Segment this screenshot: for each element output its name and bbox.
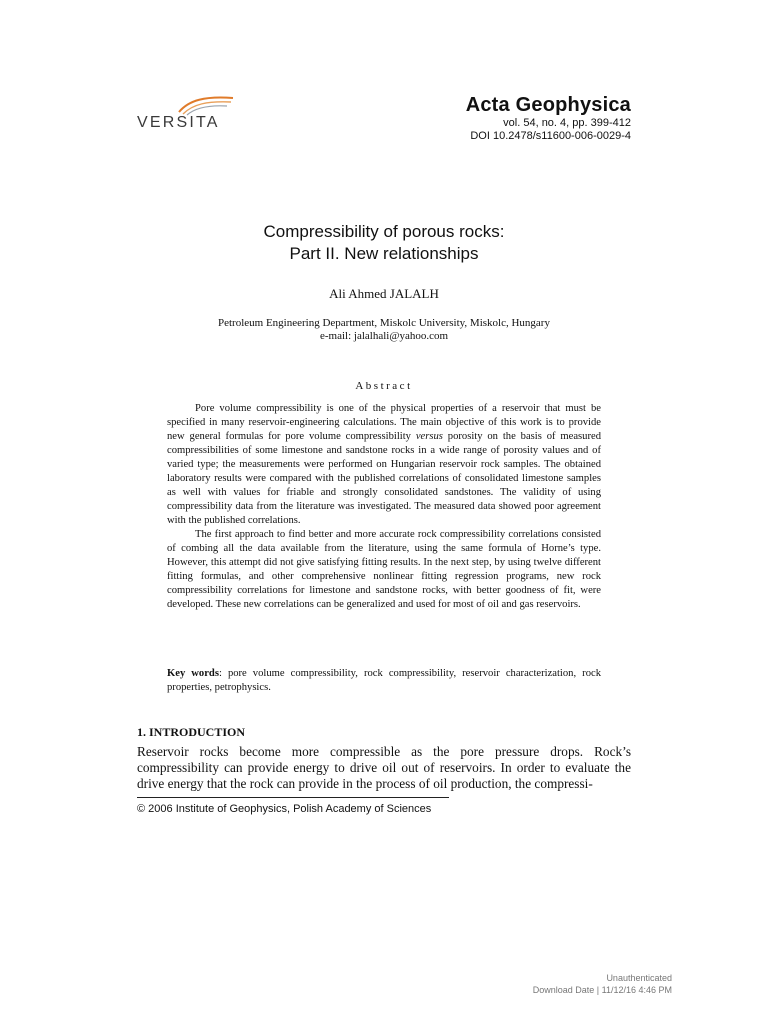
abstract-heading: Abstract xyxy=(355,380,413,392)
journal-info xyxy=(466,94,631,143)
article-title xyxy=(0,221,768,265)
swoosh-logo-icon xyxy=(175,94,237,116)
keywords-label: Key words xyxy=(167,668,219,679)
journal-name: Acta Geophysica xyxy=(465,94,631,116)
section-heading-introduction: 1. INTRODUCTION xyxy=(137,725,246,739)
abstract-p1-italic: versus xyxy=(415,431,443,442)
download-watermark xyxy=(533,972,672,996)
versita-logo xyxy=(137,94,237,134)
watermark-date: Download Date | 11/12/16 4:46 PM xyxy=(532,985,672,995)
keywords-text: : pore volume compressibility, rock compressibility, reservoir characterization, rock properties, petrophysics. xyxy=(167,668,601,693)
affiliation-block xyxy=(0,317,768,343)
title-line-1: Compressibility of porous rocks: xyxy=(263,222,505,241)
volume-line: vol. 54, no. 4, pp. 399-412 xyxy=(503,117,631,129)
publisher-logo-text: VERSITA xyxy=(137,114,220,131)
author-name: Ali Ahmed JALALH xyxy=(329,286,439,301)
abstract-paragraph-2: The first approach to find better and more accurate rock compressibility correlations consisted of combing all the data available from the literature, using the same formula of Horne’s type. However, this attempt did not give satisfying fitting results. In the next step, by using twelve different fitting formulas, and other comprehensive nonlinear fitting regression programs, new rock compressibility correlations for limestone and sandstone rocks, with better goodness of fit, were developed. These new correlations can be generalized and used for most of oil and gas reservoirs. xyxy=(167,529,601,610)
abstract-paragraph-1 xyxy=(167,402,601,528)
introduction-text: Reservoir rocks become more compressible as the pore pressure drops. Rock’s compressibility can provide energy to drive oil out of reservoirs. In order to evaluate the drive energy that the rock can provide in the process of oil production, the compressi- xyxy=(137,744,631,791)
watermark-status: Unauthenticated xyxy=(606,973,672,983)
affiliation: Petroleum Engineering Department, Miskolc University, Miskolc, Hungary xyxy=(218,317,550,329)
abstract-p1-end: porosity on the basis of measured compressibilities of some limestone and sandstone rocks in a wide range of porosity values and of varied type; the measurements were performed on Hungarian reservoir rock samples. The obtained laboratory results were compared with the published correlations of consolidated limestone samples as well with values for friable and strongly consolidated sandstones. The validity of using compressibility data from the literature was investigated. The measured data showed poor agreement with the published correlations. xyxy=(167,431,601,526)
email: e-mail: jalalhali@yahoo.com xyxy=(319,330,449,342)
title-line-2: Part II. New relationships xyxy=(289,244,479,263)
abstract-body xyxy=(167,402,601,612)
doi-line: DOI 10.2478/s11600-006-0029-4 xyxy=(470,130,631,142)
copyright-notice: © 2006 Institute of Geophysics, Polish Academy of Sciences xyxy=(137,803,432,815)
footnote-rule xyxy=(137,797,449,798)
abstract-p1-start: Pore volume compressibility is one of the physical properties of a reservoir that must be specified in many reservoir-engineering calculations. The main objective of this work is to provide new general formulas for pore volume compressibility xyxy=(167,403,601,442)
keywords xyxy=(167,667,601,695)
